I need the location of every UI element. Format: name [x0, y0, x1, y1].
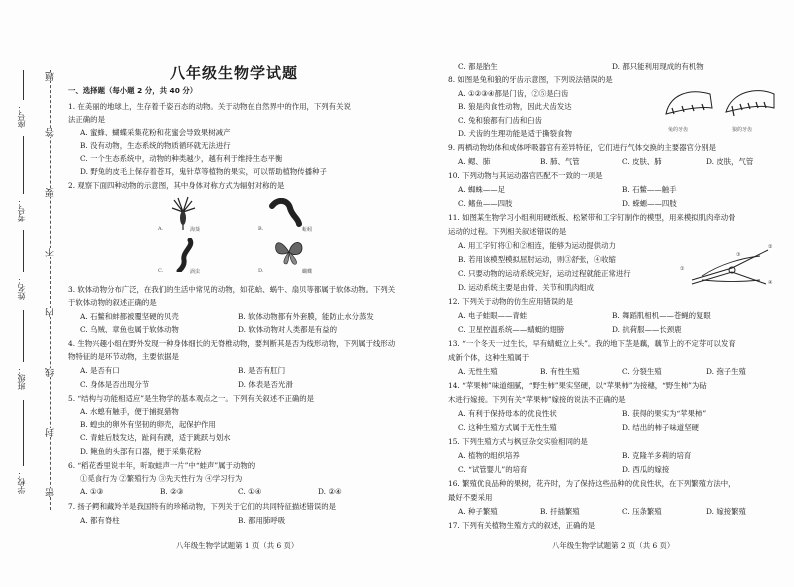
question-text: 6. “稻花香里说丰年，听取蛙声一片”中“蛙声”属于动物的: [68, 461, 256, 470]
answer-option[interactable]: B. 狼是肉食性动物，因此犬齿发达: [458, 102, 572, 111]
answer-option[interactable]: C. 都是胎生: [458, 62, 498, 71]
answer-option[interactable]: D. 孢子生殖: [706, 367, 746, 376]
seal-char: 要: [46, 188, 56, 197]
answer-option[interactable]: B. ②③: [160, 487, 184, 496]
answer-option[interactable]: B. 没有动物，生态系统的物质循环就无法进行: [80, 141, 231, 150]
answer-option[interactable]: B. 肺、气管: [540, 157, 580, 166]
answer-option[interactable]: D. 野兔的皮毛上保存着苍耳，鬼针草等植物的果实，可以帮助植物传播种子: [80, 167, 327, 176]
answer-option[interactable]: A. 植物的组织培养: [458, 451, 520, 460]
answer-option[interactable]: B. 克隆羊多莉的培育: [622, 451, 692, 460]
question-text: 17. 下列有关植物生殖方式的叙述，正确的是: [448, 521, 596, 530]
rabbit-teeth-icon: [662, 84, 716, 124]
section-heading: 一、选择题（每小题 2 分，共 40 分）: [68, 86, 198, 95]
figure-caption: 狼的牙齿: [732, 127, 753, 133]
question-text: 10. 下列动物与其运动器官匹配不一致的一项是: [448, 171, 603, 180]
answer-option[interactable]: C. 压条繁殖: [622, 507, 662, 516]
animal-name: 蚯蚓: [302, 227, 313, 233]
question-text: 15. 下列生殖方式与枫豆杂交实验相同的是: [448, 437, 588, 446]
answer-option[interactable]: D. 运动系统主要是由骨、关节和肌肉组成: [458, 283, 595, 292]
question-text: 最好不要采用: [448, 493, 493, 502]
question-text: 5. “结构与功能相适应”是生物学的基本观点之一。下列有关叙述不正确的是: [68, 394, 315, 403]
answer-option[interactable]: D. 蝾螈——四肢: [622, 199, 677, 208]
figure-caption: 兔的牙齿: [668, 127, 689, 133]
butterfly-icon: [272, 236, 306, 268]
answer-option[interactable]: C. 青蛙后肢发达，趾间有蹼，适于跳跃与划水: [80, 433, 231, 442]
earthworm-icon: [268, 198, 302, 228]
answer-option[interactable]: A. 无性生殖: [458, 367, 498, 376]
answer-option[interactable]: B. 都用肺呼吸: [238, 516, 286, 525]
answer-option[interactable]: C. 鳍鱼——四肢: [458, 199, 513, 208]
answer-option[interactable]: A. 电子蛙眼——青蛙: [458, 311, 528, 320]
answer-option[interactable]: D. ②④: [318, 487, 342, 496]
answer-option[interactable]: C. 身体是否出现分节: [80, 380, 150, 389]
answer-option[interactable]: A. 种子繁殖: [458, 507, 498, 516]
answer-option[interactable]: C. 一个生态系统中，动物的种类越少，越有利于维持生态平衡: [80, 154, 283, 163]
seal-char: 答: [46, 128, 56, 137]
figure-label: ④: [768, 280, 773, 286]
question-text: 1. 在美丽的地球上，生存着千姿百态的动物。关于动物在自然界中的作用，下列有关说: [68, 102, 351, 111]
seal-char: 内: [46, 308, 56, 317]
question-text: 木进行嫁接。下列有关“苹果柿”嫁接的说法不正确的是: [448, 395, 626, 404]
question-text: 于软体动物的叙述正确的是: [68, 298, 157, 307]
answer-option[interactable]: C. 乌贼、章鱼也属于软体动物: [80, 325, 179, 334]
answer-option[interactable]: A. 有利于保持母本的优良性状: [458, 409, 557, 418]
name-field[interactable]: [23, 230, 24, 272]
answer-option[interactable]: B. 若用该模型模拟屈肘运动，则③舒张，④收缩: [458, 255, 616, 264]
question-text: 法正确的是: [68, 115, 105, 124]
question-text: 11. 如图某生物学习小组利用硬纸板、松紧带和工字钉制作的模型，用来模拟肌肉牵动骨: [448, 213, 736, 222]
option-letter: B.: [258, 226, 264, 232]
question-text: 13. “一个冬天一过生长，早有蜻蜓立上头”。我的地下茎是藕，藕节上的不定芽可以发育: [448, 339, 736, 348]
answer-option[interactable]: C. 分裂生殖: [622, 367, 662, 376]
answer-option[interactable]: A. 蜘蛛——足: [458, 185, 505, 194]
number-field[interactable]: [23, 136, 24, 194]
question-text: 成新个体，这种生殖属于: [448, 353, 530, 362]
answer-option[interactable]: D. 软体动物对人类都是有益的: [238, 325, 338, 334]
answer-option[interactable]: A. 水螅有触手，便于捕捉猎物: [80, 407, 179, 416]
figure-label: ③: [736, 252, 741, 258]
muscle-model-figure: [680, 244, 780, 290]
seal-char: 题: [46, 72, 56, 81]
seal-char: 线: [46, 368, 56, 377]
answer-option[interactable]: D. 鲍鱼的头部有口器，便于采集花粉: [80, 447, 202, 456]
answer-option[interactable]: A. 是否有口: [80, 366, 120, 375]
question-text: 12. 下列关于动物的仿生应用错误的是: [448, 297, 573, 306]
wolf-teeth-icon: [722, 84, 778, 124]
binding-margin: [8, 70, 54, 510]
option-letter: A.: [158, 226, 164, 232]
school-field[interactable]: [23, 400, 24, 466]
answer-option[interactable]: A. 石鳖和蚌都被覆坚硬的贝壳: [80, 312, 179, 321]
answer-option[interactable]: D. 嫁接繁殖: [706, 507, 746, 516]
answer-option[interactable]: A. 用工字钉将①和②相连，能够为运动提供动力: [458, 241, 616, 250]
page-footer: 八年级生物学试题第 2 页（共 6 页）: [552, 541, 675, 550]
question-text: 16. 繁殖优良品种的果树，花卉时，为了保持这些品种的优良性状，在下列繁殖方法中，: [448, 479, 736, 488]
answer-option[interactable]: B. 获得的果实为“苹果柿”: [622, 409, 707, 418]
animal-name: 蝴蝶: [302, 269, 313, 275]
seal-char: 封: [46, 428, 56, 437]
answer-option[interactable]: B. 是否有肛门: [238, 366, 286, 375]
answer-option[interactable]: B. 软体动物都有外套膜，能防止水分蒸发: [238, 312, 374, 321]
seat-field[interactable]: [23, 70, 24, 100]
option-letter: C.: [158, 268, 164, 274]
question-text: 物特征的是环节动物，主要依据是: [68, 352, 179, 361]
question-text: 4. 生物兴趣小组在野外发现一种身体细长的无脊椎动物，要判断其是否为线形动物，下列属于线形动: [68, 339, 396, 348]
question-text: 运动的过程。下列相关叙述错误的是: [448, 227, 567, 236]
option-letter: D.: [258, 268, 264, 274]
seat-label: 座号：: [17, 104, 26, 128]
answer-option[interactable]: B. 石鳖——触手: [622, 185, 677, 194]
answer-option[interactable]: A. 都有脊柱: [80, 516, 120, 525]
number-label: 考号：: [17, 198, 26, 222]
answer-option[interactable]: C. “试管婴儿”的培育: [458, 465, 528, 474]
question-text: 2. 观察下面四种动物的示意图，其中身体对称方式为辐射对称的是: [68, 181, 285, 190]
answer-option[interactable]: D. 犬齿的生理功能是适于撕裂食物: [458, 129, 572, 138]
answer-option[interactable]: A. ①②③④都是门齿，②⑤是臼齿: [458, 89, 569, 98]
answer-option[interactable]: C. 卫星控温系统——蜻蜓的翅膀: [458, 325, 565, 334]
figure-label: ①: [680, 266, 685, 272]
question-text: 8. 如图是兔和狼的牙齿示意图，下列说法错误的是: [448, 75, 613, 84]
question-text: 9. 两栖动物幼体和成体呼吸器官有差异特征，它们进行气体交换的主要器官分别是: [448, 143, 717, 152]
animal-name: 涡虫: [190, 269, 201, 275]
answer-option[interactable]: B. 扦插繁殖: [540, 507, 580, 516]
answer-option[interactable]: A. 鳃、肺: [458, 157, 491, 166]
question-text: 14. “苹果柿”味道细腻，“野生柿”果实坚硬，以“苹果柿”为接穗，“野生柿”为砧: [448, 381, 707, 390]
teeth-figure: [662, 84, 782, 140]
animal-name: 海葵: [190, 227, 201, 233]
class-label: 班级：: [17, 366, 26, 390]
school-label: 学校：: [17, 470, 26, 494]
class-field[interactable]: [23, 310, 24, 362]
page-footer: 八年级生物学试题第 1 页（共 6 页）: [176, 541, 299, 550]
answer-option[interactable]: C. 这种生殖方式属于无性生殖: [458, 423, 557, 432]
name-label: 姓名：: [17, 276, 26, 300]
answer-option[interactable]: C. ①④: [238, 487, 262, 496]
seal-char: 密: [46, 488, 56, 497]
answer-option[interactable]: C. 皮肤、肺: [622, 157, 662, 166]
answer-option[interactable]: B. 舞蹈肌相机——苍蝇的复眼: [612, 311, 711, 320]
page-title: 八年级生物学试题: [170, 64, 299, 82]
answer-option[interactable]: A. ①③: [80, 487, 104, 496]
question-text: ①觅食行为 ②繁殖行为 ③先天性行为 ④学习行为: [80, 474, 243, 483]
animal-figure: [150, 196, 390, 278]
seal-char: 不: [46, 248, 56, 257]
answer-option[interactable]: C. 兔和狼都有门齿和臼齿: [458, 116, 542, 125]
question-text: 7. 扬子鳄和藏羚羊是我国特有的珍稀动物，下列关于它们的共同特征描述错误的是: [68, 502, 337, 511]
flatworm-icon: [176, 238, 196, 272]
answer-option[interactable]: B. 蝗虫的卵外有坚韧的卵壳，起保护作用: [80, 420, 216, 429]
answer-option[interactable]: D. 抗荷服——长颈鹿: [612, 325, 682, 334]
figure-label: ②: [768, 244, 773, 250]
answer-option[interactable]: D. 体表是否光滑: [238, 380, 293, 389]
question-text: 3. 软体动物分布广泛，在我们的生活中常见的动物，如花蛤、蜗牛、扇贝等都属于软体动物。下列关: [68, 285, 396, 294]
answer-option[interactable]: D. 结出的柿子味道坚硬: [622, 423, 699, 432]
answer-option[interactable]: C. 只要动物的运动系统完好，运动过程就能正常进行: [458, 269, 631, 278]
answer-option[interactable]: D. 皮肤，气管: [706, 157, 754, 166]
answer-option[interactable]: D. 都只能利用现成的有机物: [612, 62, 704, 71]
answer-option[interactable]: A. 蜜蜂、蝴蝶采集花粉和花蜜会导致果树减产: [80, 128, 231, 137]
answer-option[interactable]: D. 西瓜的嫁接: [622, 465, 670, 474]
muscle-model-icon: [680, 244, 780, 290]
answer-option[interactable]: B. 有性生殖: [540, 367, 580, 376]
